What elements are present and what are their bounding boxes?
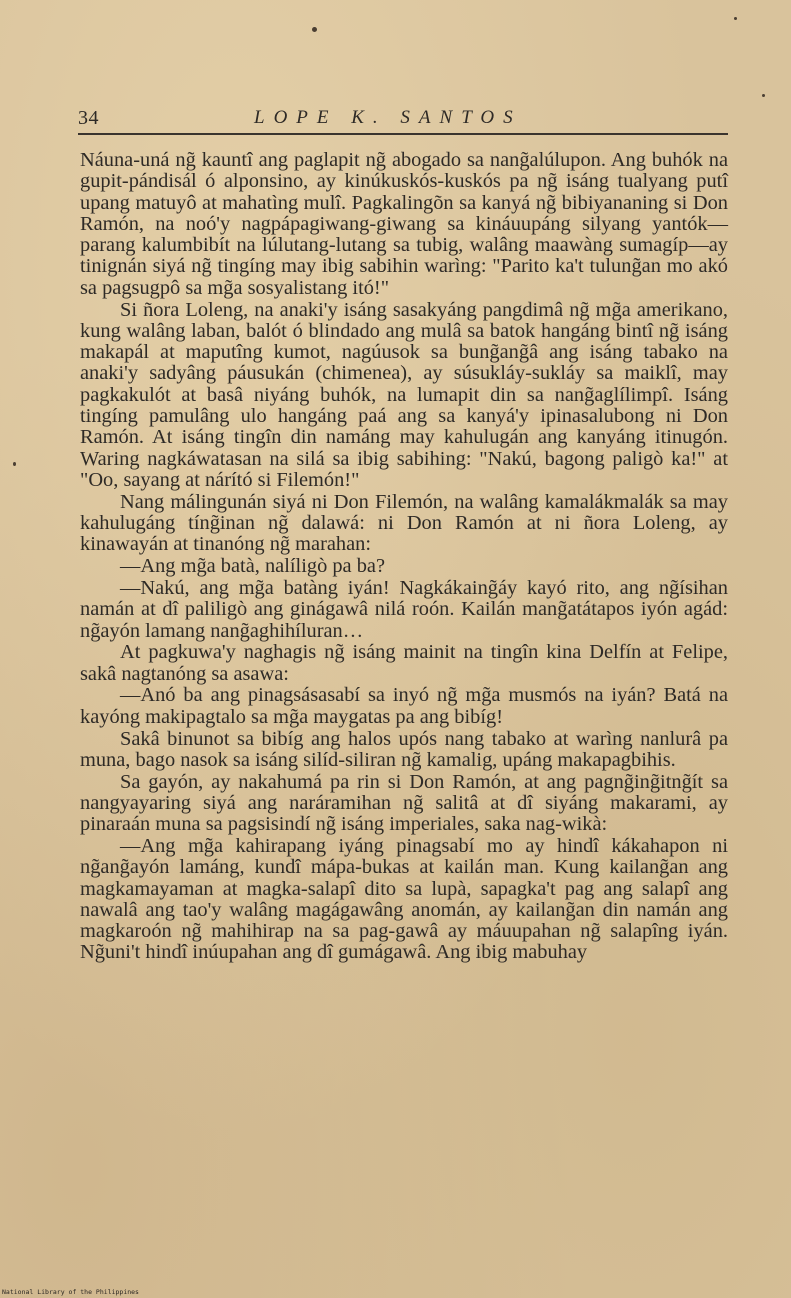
body-text [80,150,728,964]
ink-speck [312,27,317,32]
ink-speck [734,17,737,20]
paragraph: —Ang mg̃a batà, nalíligò pa ba? [120,555,385,578]
paragraph: At pagkuwa'y naghagis ng̃ isáng mainit na tingîn kina Delfín at Felipe, sakâ nagtanóng sa asawa: [80,641,728,685]
paragraph: Nang málingunán siyá ni Don Filemón, na walâng kamalákmalák sa may kahulugáng tíng̃inan ng̃ dalawá: ni Don Ramón at ni ñora Loleng, ay kinawayán at tinanóng ng̃ marahan: [80,490,728,556]
paragraph: —Nakú, ang mg̃a batàng iyán! Nagkákaing̃áy kayó rito, ang ng̃ísihan namán at dî paliligò ang ginágawâ nilá roón. Kailán mang̃atátapos iyón agád: ng̃ayón lamang nang̃aghihíluran… [80,576,728,642]
footer-credit: National Library of the Philippines [2,1288,139,1296]
paragraph: Náuna-uná ng̃ kauntî ang paglapit ng̃ abogado sa nang̃alúlupon. Ang buhók na gupit-pándisál ó alponsino, ay kinúkuskós-kuskós pa ng̃ isáng tualyang putî upang matuyô at mahatìng mulî. Pagkalingõn sa kanyá ng̃ bibiyananing si Don Ramón, na noó'y nagpápagiwang-giwang sa kináuupáng silyang yantók—parang kalumbibít na lúlutang-lutang sa tubig, walâng maawàng sumagíp—ay tinignán siyá ng̃ tingíng may ibig sabihin warìng: "Parito ka't tulung̃an mo akó sa pagsugpô sa mg̃a sosyalistang itó!" [80,149,728,299]
running-head: LOPE K. SANTOS [254,107,522,128]
page-number: 34 [78,107,99,129]
paragraph: Si ñora Loleng, na anaki'y isáng sasakyáng pangdimâ ng̃ mg̃a amerikano, kung walâng laban, balót ó blindado ang mulâ sa batok hangáng bintî ng̃ isáng makapál at maputîng kumot, nagúusok sa bung̃ang̃â ang isáng tabako na anaki'y sadyâng páusukán (chimenea), ay súsukláy-sukláy sa maiklî, may pagkakulót at basâ niyáng buhók, na lumapit din sa nang̃aglílimpî. Isáng tingíng pamulâng ulo hangáng paá ang sa kanyá'y ipinasalubong ni Don Ramón. At isáng tingîn din namáng may kahulugán ang kanyáng itinugón. Waring nagkáwatasan na silá sa ibig sabihing: "Nakú, bagong paligò ka!" at "Oo, sayang at nárító si Filemón!" [80,298,728,491]
paragraph: Sa gayón, ay nakahumá pa rin si Don Ramón, at ang pagng̃ing̃itng̃ít sa nangyayaring siyá ang naráramihan ng̃ salitâ at dî siyáng makarami, ay pinaraán muna sa pagsisindí ng̃ isáng imperiales, saka nag-wikà: [80,770,728,836]
ink-speck [13,462,16,466]
ink-speck [762,94,765,97]
paragraph: —Anó ba ang pinagsásasabí sa inyó ng̃ mg̃a musmós na iyán? Batá na kayóng makipagtalo sa mg̃a maygatas pa ang bibíg! [80,684,728,728]
paragraph: —Ang mg̃a kahirapang iyáng pinagsabí mo ay hindî kákahapon ni ng̃ang̃ayón lamáng, kundî mápa-bukas at kailán man. Kung kailang̃an ang magkamayaman at magka-salapî dito sa lupà, sapagka't pag ang salapî ang nawalâ ang tao'y walâng magágawâng anomán, ay kailang̃an din namán ang magkaroón ng̃ mahihirap na sa pag-gawâ ay máuupahan ng̃ salapîng iyán. Ng̃uni't hindî inúupahan ang dî gumágawâ. Ang ibig mabuhay [80,835,728,964]
page-header [78,103,728,135]
paragraph: Sakâ binunot sa bibíg ang halos upós nang tabako at warìng nanlurâ pa muna, bago nasok sa isáng silíd-siliran ng̃ kamalig, upáng makapagbihis. [80,727,728,771]
